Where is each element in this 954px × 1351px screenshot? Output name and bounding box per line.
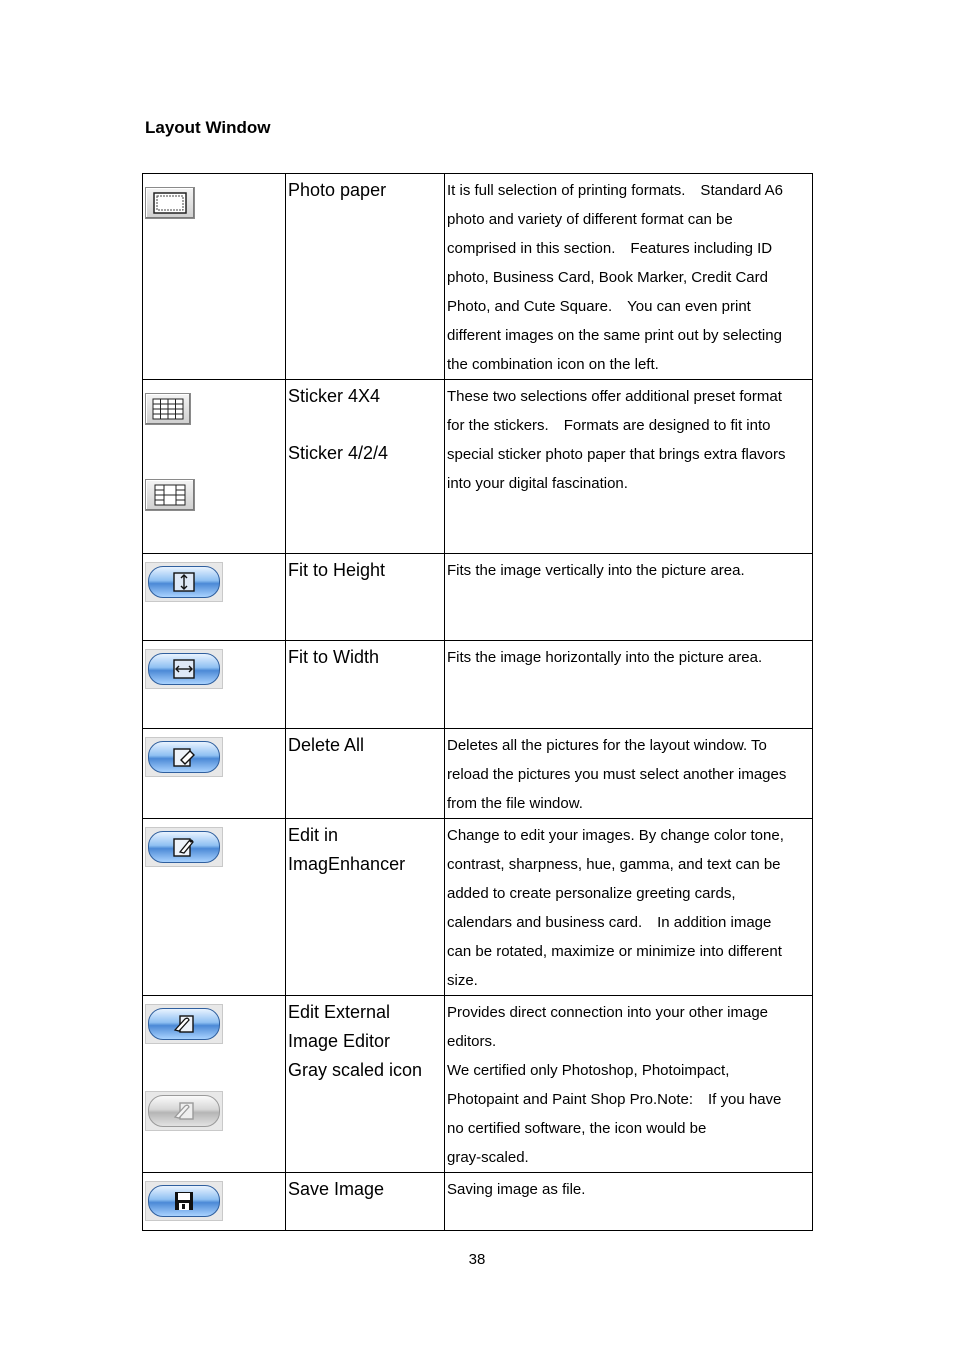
- page-number: 38: [468, 1251, 486, 1268]
- item-name: Delete All: [288, 735, 365, 755]
- layout-window-table: [142, 173, 813, 1231]
- name-cell: [286, 996, 445, 1173]
- item-name: Sticker 4/2/4: [288, 443, 389, 463]
- description-cell: [445, 641, 813, 729]
- description-line: Photo, and Cute Square. You can even print: [447, 298, 751, 315]
- description-line: calendars and business card. In addition image: [447, 914, 772, 931]
- item-name: Edit in: [288, 825, 339, 845]
- name-cell: [286, 641, 445, 729]
- item-name: Sticker 4X4: [288, 386, 381, 406]
- description-cell: [445, 554, 813, 641]
- description-line: reload the pictures you must select another images: [447, 766, 787, 783]
- item-name: Fit to Width: [288, 647, 380, 667]
- table-row: [143, 641, 813, 729]
- item-name: ImagEnhancer: [288, 854, 406, 874]
- description-line: into your digital fascination.: [447, 475, 628, 492]
- description-line: size.: [447, 972, 478, 989]
- sticker-4x4-icon[interactable]: [145, 393, 191, 425]
- description-line: Saving image as file.: [447, 1181, 586, 1198]
- description-line: Change to edit your images. By change color tone,: [447, 827, 784, 844]
- description-cell: [445, 174, 813, 380]
- fit-to-width-icon[interactable]: [145, 649, 223, 689]
- description-cell: [445, 380, 813, 554]
- icon-cell: [143, 819, 286, 996]
- description-cell: [445, 729, 813, 819]
- description-line: from the file window.: [447, 795, 583, 812]
- description-line: photo, Business Card, Book Marker, Credit Card: [447, 269, 768, 286]
- description-line: comprised in this section. Features including ID: [447, 240, 773, 257]
- item-name: Fit to Height: [288, 560, 386, 580]
- name-cell: [286, 554, 445, 641]
- table-row: [143, 174, 813, 380]
- table-row: [143, 996, 813, 1173]
- description-cell: [445, 1173, 813, 1231]
- item-name: Photo paper: [288, 180, 387, 200]
- save-image-icon[interactable]: [145, 1181, 223, 1221]
- name-cell: [286, 174, 445, 380]
- description-line: Deletes all the pictures for the layout window. To: [447, 737, 767, 754]
- item-name: Image Editor: [288, 1031, 391, 1051]
- name-cell: [286, 380, 445, 554]
- edit-external-image-editor-icon[interactable]: [145, 1004, 223, 1044]
- edit-external-gray-scaled-icon: [145, 1091, 223, 1131]
- description-line: added to create personalize greeting cards,: [447, 885, 736, 902]
- description-line: These two selections offer additional preset format: [447, 388, 782, 405]
- item-name: Save Image: [288, 1179, 385, 1199]
- icon-cell: [143, 380, 286, 554]
- table-row: [143, 819, 813, 996]
- description-cell: [445, 819, 813, 996]
- description-line: Fits the image horizontally into the picture area.: [447, 649, 763, 666]
- description-line: Photopaint and Paint Shop Pro.Note: If you have: [447, 1091, 782, 1108]
- description-line: It is full selection of printing formats. Standard A6: [447, 182, 783, 199]
- description-line: for the stickers. Formats are designed to fit into: [447, 417, 771, 434]
- item-name: Gray scaled icon: [288, 1060, 423, 1080]
- photo-paper-icon[interactable]: [145, 187, 195, 219]
- item-name: Edit External: [288, 1002, 391, 1022]
- description-line: editors.: [447, 1033, 497, 1050]
- description-line: Fits the image vertically into the picture area.: [447, 562, 745, 579]
- description-line: special sticker photo paper that brings extra flavors: [447, 446, 786, 463]
- description-line: We certified only Photoshop, Photoimpact,: [447, 1062, 730, 1079]
- icon-cell: [143, 1173, 286, 1231]
- page-title: Layout Window: [145, 118, 271, 137]
- table-row: [143, 729, 813, 819]
- delete-all-icon[interactable]: [145, 737, 223, 777]
- fit-to-height-icon[interactable]: [145, 562, 223, 602]
- table-row: [143, 1173, 813, 1231]
- table-row: [143, 380, 813, 554]
- description-line: no certified software, the icon would be: [447, 1120, 707, 1137]
- description-line: can be rotated, maximize or minimize into different: [447, 943, 782, 960]
- sticker-4-2-4-icon[interactable]: [145, 479, 195, 511]
- description-cell: [445, 996, 813, 1173]
- icon-cell: [143, 554, 286, 641]
- table-row: [143, 554, 813, 641]
- icon-cell: [143, 729, 286, 819]
- description-line: contrast, sharpness, hue, gamma, and text can be: [447, 856, 781, 873]
- name-cell: [286, 1173, 445, 1231]
- icon-cell: [143, 996, 286, 1173]
- icon-cell: [143, 174, 286, 380]
- description-line: different images on the same print out by selecting: [447, 327, 782, 344]
- description-line: the combination icon on the left.: [447, 356, 659, 373]
- name-cell: [286, 729, 445, 819]
- icon-cell: [143, 641, 286, 729]
- description-line: Provides direct connection into your other image: [447, 1004, 769, 1021]
- edit-in-imagenhancer-icon[interactable]: [145, 827, 223, 867]
- name-cell: [286, 819, 445, 996]
- description-line: photo and variety of different format can be: [447, 211, 733, 228]
- description-line: gray-scaled.: [447, 1149, 529, 1166]
